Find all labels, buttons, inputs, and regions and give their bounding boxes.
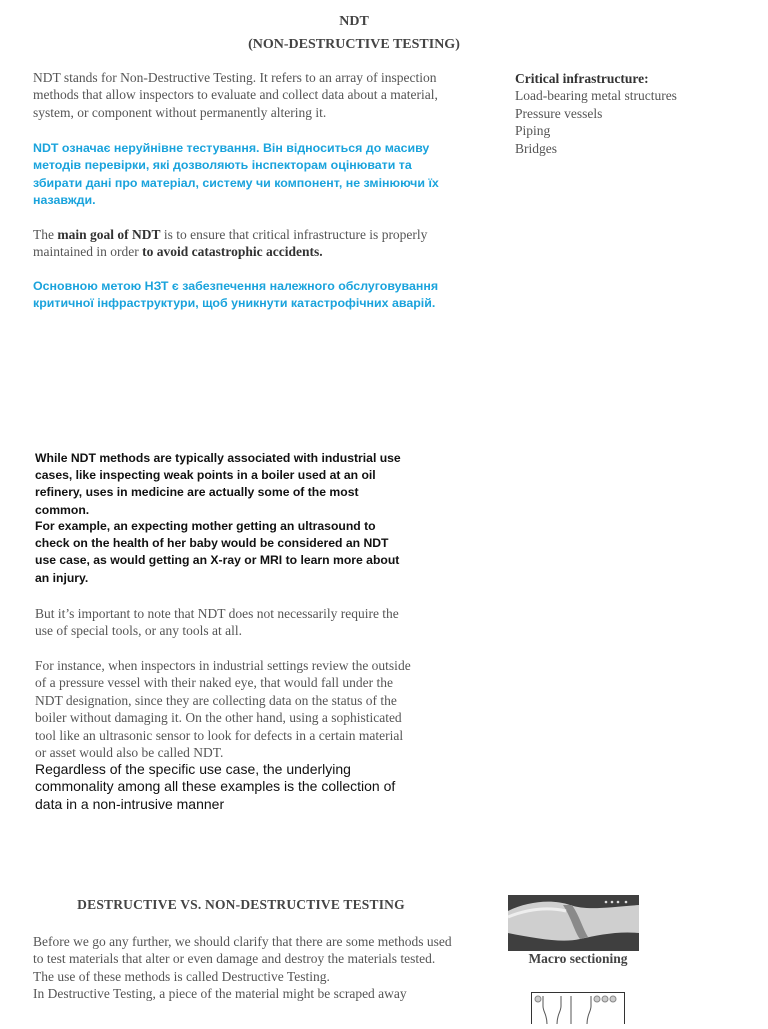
page-subtitle: (NON-DESTRUCTIVE TESTING) [248,37,460,52]
page-title: NDT [339,14,369,29]
destructive-line-2: The use of these methods is called Destructive Testing. [33,968,330,984]
goal-paragraph-uk: Основною метою НЗТ є забезпечення належного обслуговування критичної інфраструктури, щоб уникнути катастрофічних аварій. [33,279,439,311]
regardless-paragraph: Regardless of the specific use case, the underlying commonality among all these examples is the collection of data in a non-intrusive manner [35,761,396,812]
destructive-paragraph [33,933,458,1003]
goal-text-1: The [33,227,58,242]
goal-emphasis-2: to avoid catastrophic accidents. [142,244,323,260]
destructive-line-1: Before we go any further, we should clarify that there are some methods used to test materials that alter or even damage and destroy the materials tested. [33,934,452,967]
figure-caption: Macro sectioning [528,951,628,966]
intro-paragraph-en: NDT stands for Non-Destructive Testing. It refers to an array of inspection methods that allow inspectors to evaluate and collect data about a material, system, or component without permanently altering it. [33,70,438,120]
list-item: Pressure vessels [515,105,603,121]
section-title: DESTRUCTIVE VS. NON-DESTRUCTIVE TESTING [77,897,405,912]
list-item: Piping [515,123,551,139]
instance-paragraph: For instance, when inspectors in industrial settings review the outside of a pressure vessel with their naked eye, that would fall under the NDT designation, since they are collecting data on the status of the boiler without damaging it. On the other hand, using a sophisticated tool like an ultrasonic sensor to look for defects in a certain material or asset would also be called NDT. [35,658,411,761]
goal-text-2: is to ensure that critical infrastructure is properly maintained in order [33,227,428,260]
example-paragraph: For example, an expecting mother getting an ultrasound to check on the health of her baby would be considered an NDT use case, as would getting an X-ray or MRI to learn more about an injury. [35,519,400,585]
goal-paragraph-en [33,226,463,261]
uses-paragraph: While NDT methods are typically associated with industrial use cases, like inspecting weak points in a boiler used at an oil refinery, uses in medicine are actually some of the most common. [35,451,401,517]
intro-paragraph-uk: NDT означає неруйнівне тестування. Він відноситься до масиву методів перевірки, які дозволяють інспекторам оцінювати та збирати дані про матеріал, систему чи компонент, не змінюючи їх назавжди. [33,141,439,208]
sidebar-title: Critical infrastructure: [515,71,649,86]
tools-paragraph: But it’s important to note that NDT does not necessarily require the use of special tools, or any tools at all. [35,606,399,639]
list-item: Load-bearing metal structures [515,88,677,104]
critical-infrastructure-list [515,70,755,157]
destructive-line-3: In Destructive Testing, a piece of the material might be scraped away [33,986,407,1002]
list-item: Bridges [515,140,557,156]
specimen-graphic [531,992,625,1024]
goal-emphasis-1: main goal of NDT [57,227,161,242]
specimen-drawing [531,992,625,1024]
macro-section-graphic [508,895,639,951]
macro-sectioning-image [508,895,639,951]
